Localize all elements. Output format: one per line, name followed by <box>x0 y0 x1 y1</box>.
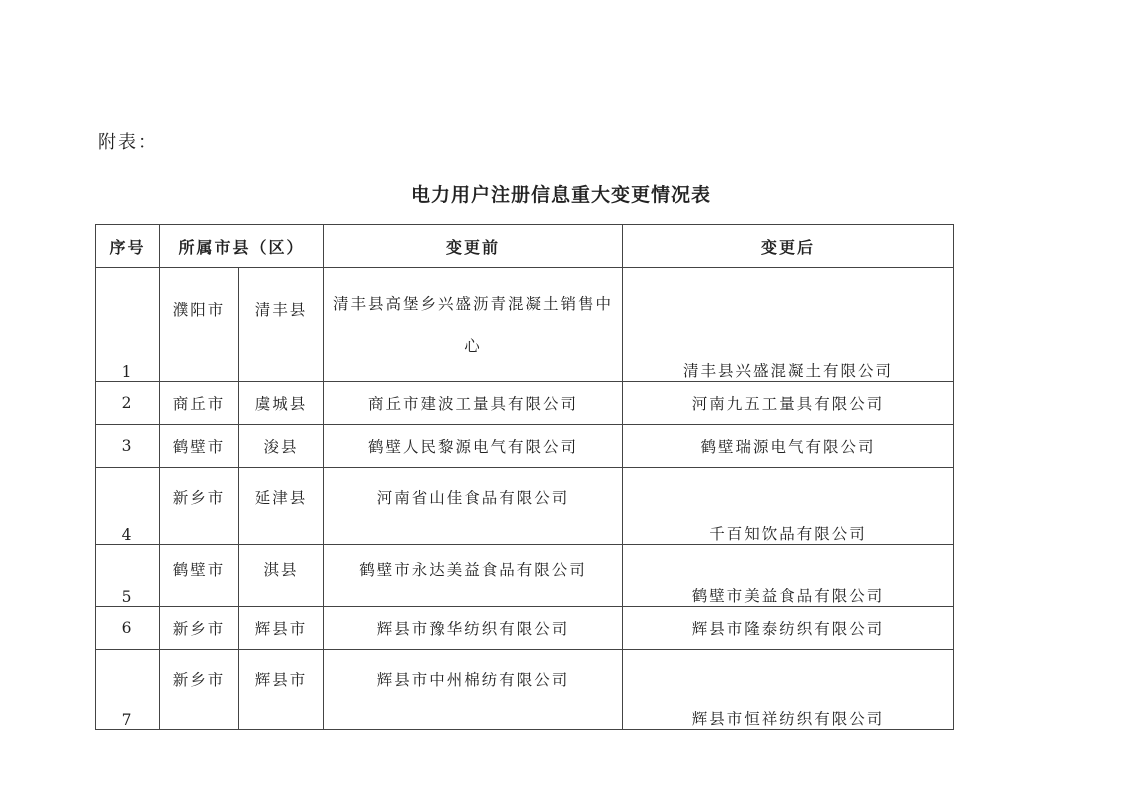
attachment-label: 附表： <box>98 132 158 153</box>
cell-seq: 4 <box>96 468 160 545</box>
cell-seq: 5 <box>96 545 160 607</box>
cell-city: 新乡市 <box>160 468 239 545</box>
cell-county: 延津县 <box>239 468 324 545</box>
cell-county: 辉县市 <box>239 607 324 650</box>
cell-city: 濮阳市 <box>160 268 239 382</box>
cell-after: 辉县市隆泰纺织有限公司 <box>623 607 954 650</box>
cell-before: 商丘市建波工量具有限公司 <box>324 382 623 425</box>
cell-after: 辉县市恒祥纺织有限公司 <box>623 650 954 730</box>
header-after: 变更后 <box>623 225 954 268</box>
cell-before: 鹤壁人民黎源电气有限公司 <box>324 425 623 468</box>
cell-after: 千百知饮品有限公司 <box>623 468 954 545</box>
table-row <box>96 545 954 607</box>
cell-city: 新乡市 <box>160 607 239 650</box>
table-row <box>96 607 954 650</box>
cell-after: 鹤壁瑞源电气有限公司 <box>623 425 954 468</box>
cell-before: 辉县市豫华纺织有限公司 <box>324 607 623 650</box>
cell-before: 河南省山佳食品有限公司 <box>324 468 623 545</box>
cell-county: 淇县 <box>239 545 324 607</box>
cell-seq: 1 <box>96 268 160 382</box>
cell-county: 清丰县 <box>239 268 324 382</box>
cell-seq: 3 <box>96 425 160 468</box>
table-header-row <box>96 225 954 268</box>
cell-city: 鹤壁市 <box>160 425 239 468</box>
header-region: 所属市县（区） <box>160 225 324 268</box>
cell-before: 鹤壁市永达美益食品有限公司 <box>324 545 623 607</box>
cell-after: 清丰县兴盛混凝土有限公司 <box>623 268 954 382</box>
cell-before: 辉县市中州棉纺有限公司 <box>324 650 623 730</box>
table-row <box>96 468 954 545</box>
table-row <box>96 425 954 468</box>
cell-city: 鹤壁市 <box>160 545 239 607</box>
cell-after: 河南九五工量具有限公司 <box>623 382 954 425</box>
change-table <box>95 224 954 730</box>
cell-county: 辉县市 <box>239 650 324 730</box>
table-row <box>96 382 954 425</box>
cell-after: 鹤壁市美益食品有限公司 <box>623 545 954 607</box>
table-row <box>96 650 954 730</box>
cell-county: 浚县 <box>239 425 324 468</box>
table-row <box>96 268 954 382</box>
cell-seq: 2 <box>96 382 160 425</box>
cell-county: 虞城县 <box>239 382 324 425</box>
cell-before: 清丰县高堡乡兴盛沥青混凝土销售中心 <box>324 268 623 382</box>
cell-seq: 6 <box>96 607 160 650</box>
cell-city: 商丘市 <box>160 382 239 425</box>
cell-seq: 7 <box>96 650 160 730</box>
cell-city: 新乡市 <box>160 650 239 730</box>
header-seq: 序号 <box>96 225 160 268</box>
header-before: 变更前 <box>324 225 623 268</box>
document-title: 电力用户注册信息重大变更情况表 <box>410 184 711 206</box>
